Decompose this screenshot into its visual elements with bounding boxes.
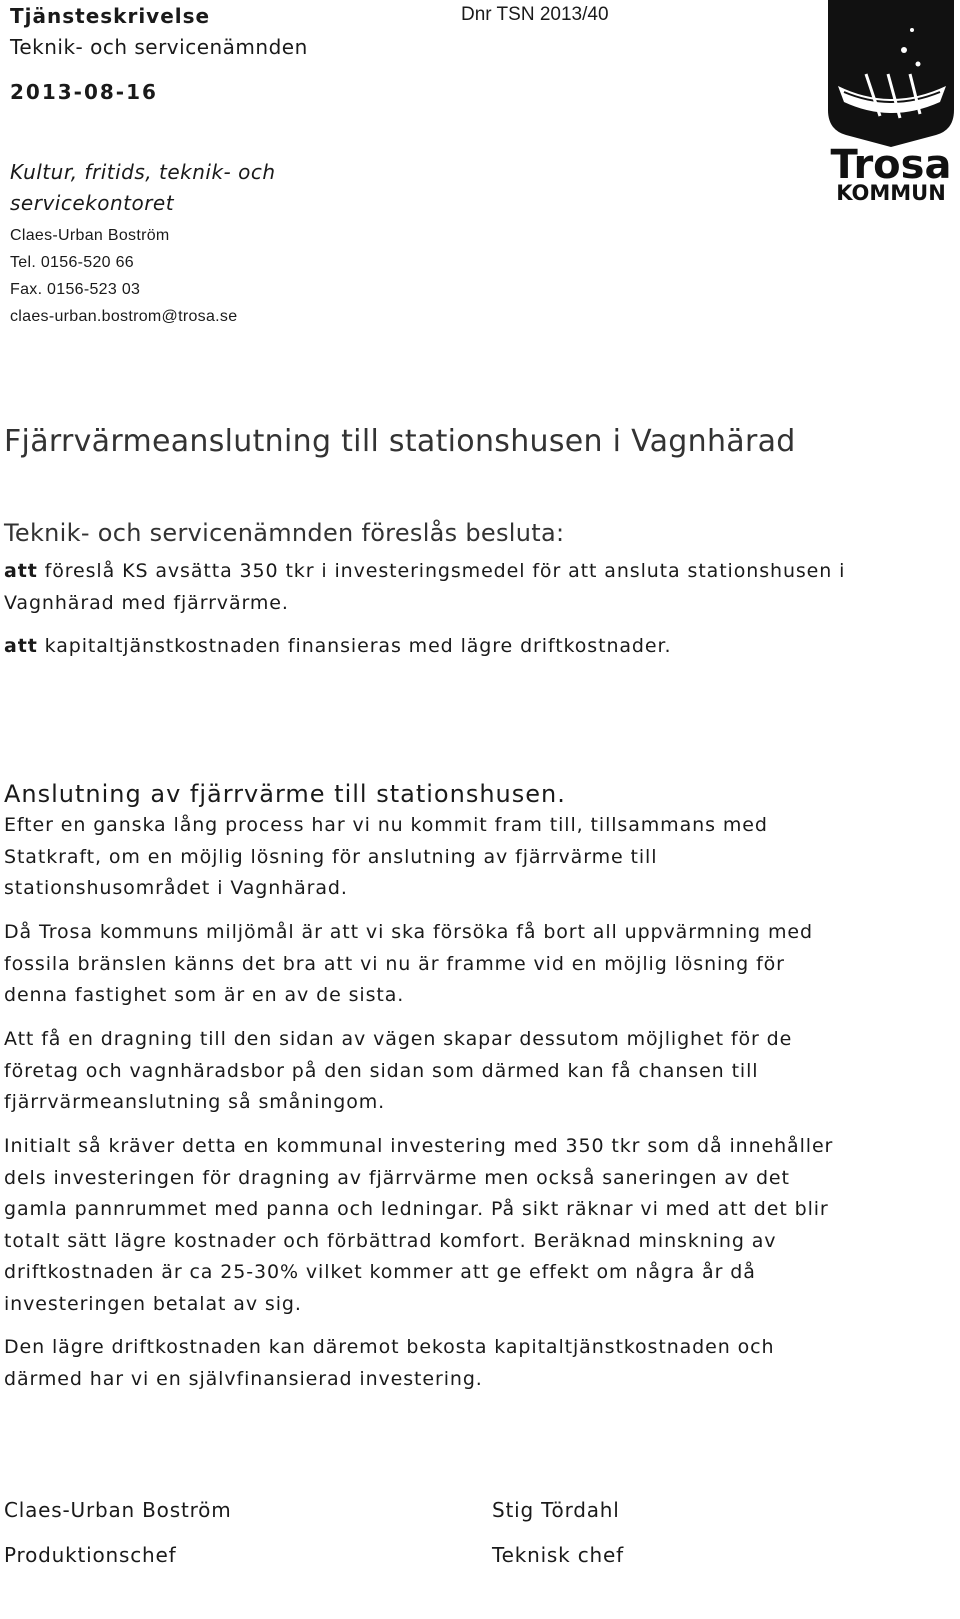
municipality-logo — [822, 0, 960, 205]
proposal-prefix: att — [4, 635, 38, 657]
contact-fax: Fax. 0156-523 03 — [10, 281, 141, 298]
proposal-item-line — [4, 556, 845, 588]
proposal-heading: Teknik- och servicenämnden föreslås besluta: — [4, 519, 565, 547]
contact-name: Claes-Urban Boström — [10, 227, 170, 244]
paragraph-line: därmed har vi en självfinansierad investering. — [4, 1367, 483, 1390]
paragraph-line: Initialt så kräver detta en kommunal investering med 350 tkr som då innehåller — [4, 1135, 834, 1157]
signature-title: Produktionschef — [4, 1543, 177, 1567]
document-type: Tjänsteskrivelse — [10, 4, 211, 28]
paragraph-line: fjärrvärmeanslutning så småningom. — [4, 1091, 386, 1113]
office-line: Kultur, fritids, teknik- och — [10, 160, 276, 184]
signature-name: Stig Tördahl — [492, 1498, 620, 1522]
body-paragraph — [4, 1131, 833, 1320]
signature-title: Teknisk chef — [492, 1543, 624, 1567]
proposal-item-line — [4, 631, 671, 663]
paragraph-line: Efter en ganska lång process har vi nu kommit fram till, tillsammans med — [4, 814, 768, 836]
contact-phone: Tel. 0156-520 66 — [10, 254, 135, 271]
contact-block — [10, 222, 237, 330]
paragraph-line: Statkraft, om en möjlig lösning för anslutning av fjärrvärme till — [4, 845, 658, 868]
board-name: Teknik- och servicenämnden — [10, 35, 308, 59]
registration-number: Dnr TSN 2013/40 — [461, 4, 609, 25]
paragraph-line: Den lägre driftkostnaden kan däremot bekosta kapitaltjänstkostnaden och — [4, 1336, 775, 1358]
proposal-item-line: Vagnhärad med fjärrvärme. — [4, 591, 289, 614]
body-paragraph — [4, 810, 768, 905]
page-title: Fjärrvärmeanslutning till stationshusen i Vagnhärad — [4, 424, 796, 459]
contact-email: claes-urban.bostrom@trosa.se — [10, 308, 238, 325]
proposal-prefix: att — [4, 560, 38, 582]
proposal-item — [4, 556, 845, 619]
office-line: servicekontoret — [10, 191, 175, 215]
body-paragraph — [4, 917, 813, 1012]
document-date: 2013-08-16 — [10, 80, 158, 104]
paragraph-line: stationshusområdet i Vagnhärad. — [4, 877, 348, 899]
crest-moon-boat-icon — [822, 0, 960, 205]
proposal-text: kapitaltjänstkostnaden finansieras med lägre driftkostnader. — [37, 635, 672, 657]
signature-name: Claes-Urban Boström — [4, 1498, 232, 1522]
paragraph-line: Att få en dragning till den sidan av vägen skapar dessutom möjlighet för de — [4, 1028, 793, 1050]
office-name — [10, 157, 276, 219]
paragraph-line: dels investeringen för dragning av fjärrvärme men också saneringen av det — [4, 1166, 790, 1189]
body-paragraph — [4, 1332, 774, 1395]
paragraph-line: fossila bränslen känns det bra att vi nu är framme vid en möjlig lösning för — [4, 952, 785, 975]
paragraph-line: Då Trosa kommuns miljömål är att vi ska försöka få bort all uppvärmning med — [4, 921, 813, 943]
logo-subtitle: KOMMUN — [836, 181, 946, 205]
paragraph-line: denna fastighet som är en av de sista. — [4, 984, 405, 1006]
proposal-text: föreslå KS avsätta 350 tkr i investeringsmedel för att ansluta stationshusen i — [37, 560, 846, 582]
paragraph-line: företag och vagnhäradsbor på den sidan som därmed kan få chansen till — [4, 1059, 759, 1082]
paragraph-line: driftkostnaden är ca 25-30% vilket kommer att ge effekt om några år då — [4, 1261, 756, 1283]
logo-name: Trosa — [830, 142, 952, 188]
body-paragraph — [4, 1024, 792, 1119]
paragraph-line: totalt sätt lägre kostnader och förbättrad komfort. Beräknad minskning av — [4, 1229, 777, 1252]
section-heading: Anslutning av fjärrvärme till stationshusen. — [4, 780, 566, 808]
paragraph-line: investeringen betalat av sig. — [4, 1292, 302, 1315]
proposal-item — [4, 631, 671, 663]
paragraph-line: gamla pannrummet med panna och ledningar. På sikt räknar vi med att det blir — [4, 1198, 829, 1220]
